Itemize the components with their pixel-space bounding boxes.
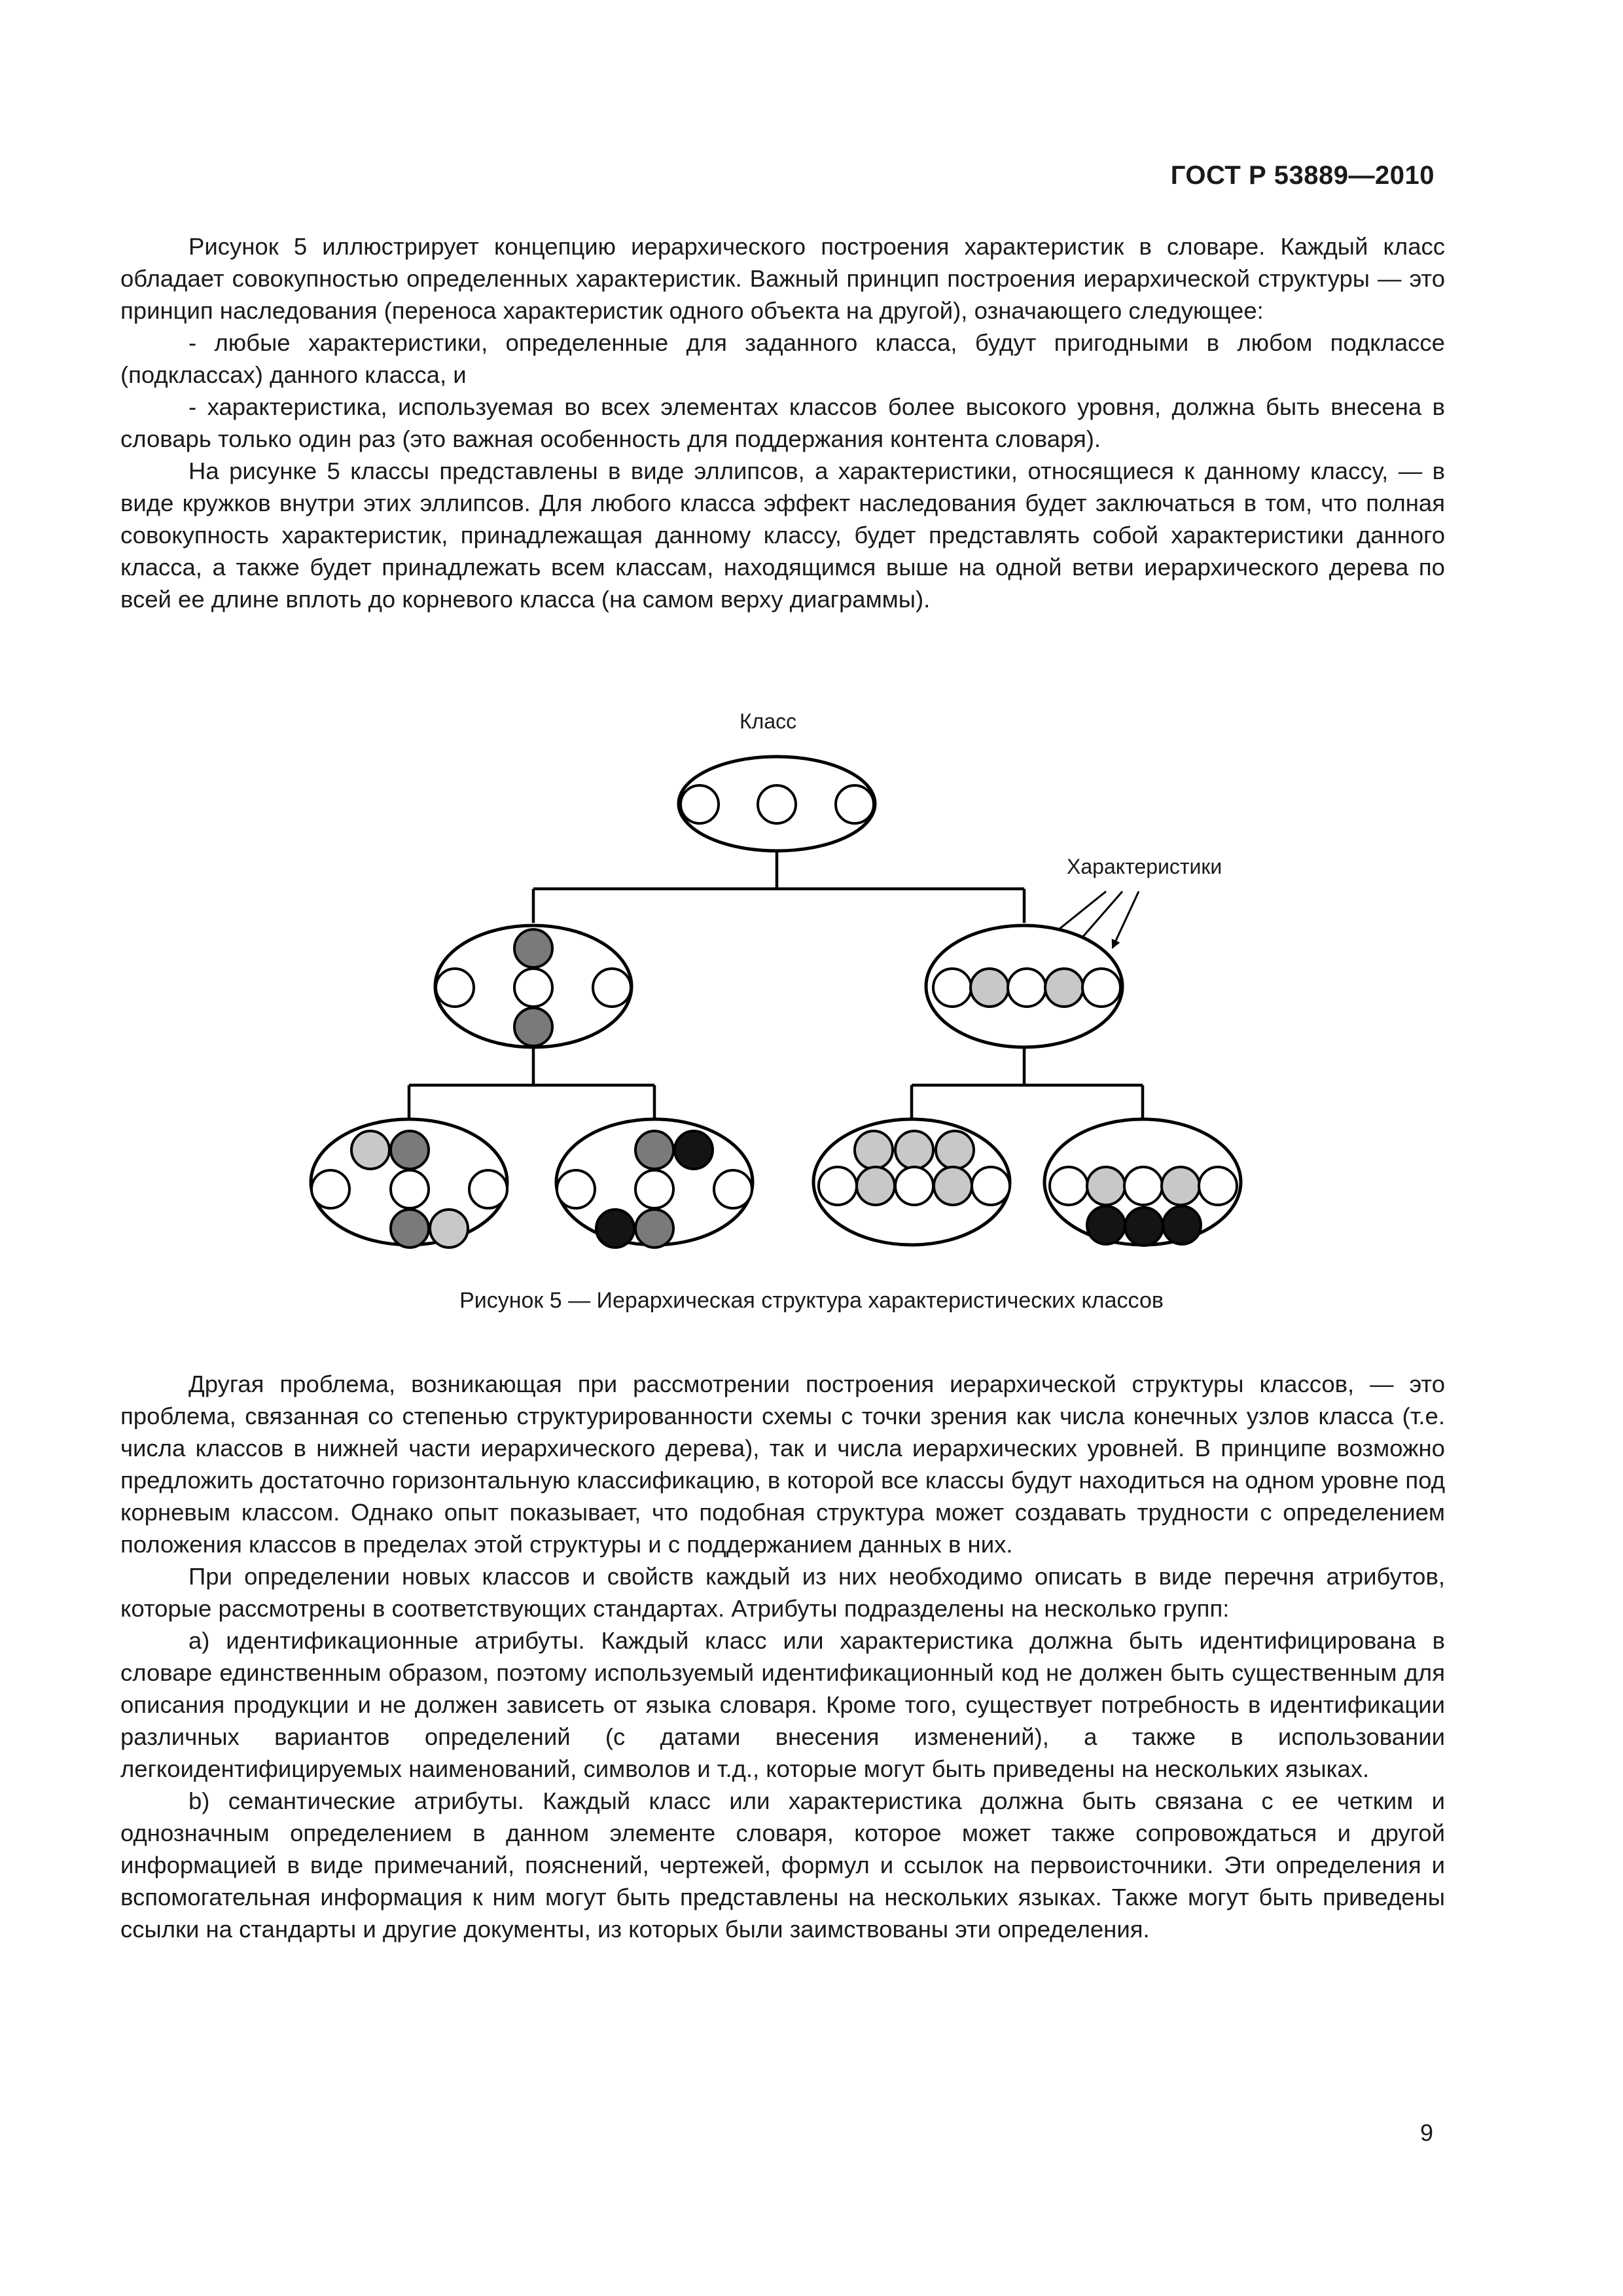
- char-white: [836, 785, 874, 823]
- paragraph: b) семантические атрибуты. Каждый класс или характеристика должна быть связана с ее четким и однозначным определением в данном элементе словаря, которое может также сопровождаться и другой информацией в виде примечаний, пояснений, чертежей, формул и ссылок на первоисточники. Эти определения и вспомогательная информация к ним могут быть представлены на нескольких языках. Также могут быть приведены ссылки на стандарты и другие документы, из которых были заимствованы эти определения.: [120, 1787, 1445, 1943]
- char-white: [635, 1170, 673, 1208]
- char-dark: [391, 1210, 429, 1247]
- char-white: [714, 1170, 752, 1208]
- char-light: [1087, 1167, 1125, 1205]
- char-black: [1163, 1206, 1201, 1244]
- label-characteristics: Характеристики: [1067, 855, 1222, 878]
- char-dark: [391, 1131, 429, 1169]
- char-dark: [514, 1008, 552, 1046]
- list-item: - любые характеристики, определенные для заданного класса, будут пригодными в любом подклассе (подклассах) данного класса, и: [120, 329, 1445, 388]
- label-class: Класс: [740, 709, 797, 733]
- char-white: [1124, 1167, 1162, 1205]
- char-white: [972, 1167, 1010, 1205]
- char-white: [681, 785, 719, 823]
- char-white: [895, 1167, 933, 1205]
- char-light: [351, 1131, 389, 1169]
- text-block-bottom: [120, 1368, 1445, 1945]
- document-header: ГОСТ Р 53889—2010: [1170, 161, 1435, 190]
- char-white: [436, 969, 474, 1007]
- char-white: [593, 969, 631, 1007]
- hierarchy-diagram: [301, 694, 1322, 1283]
- char-white: [469, 1170, 507, 1208]
- char-white: [514, 969, 552, 1007]
- char-light: [1045, 969, 1083, 1007]
- char-white: [1050, 1167, 1088, 1205]
- connector-root: [533, 851, 1024, 923]
- list-item: - характеристика, используемая во всех элементах классов более высокого уровня, должна быть внесена в словарь только один раз (это важная особенность для поддержания контента словаря).: [120, 393, 1445, 452]
- char-white: [758, 785, 796, 823]
- figure-caption: Рисунок 5 — Иерархическая структура характеристических классов: [459, 1288, 1164, 1313]
- char-white: [1082, 969, 1120, 1007]
- char-light: [895, 1131, 933, 1169]
- connector-right: [912, 1047, 1143, 1119]
- char-dark: [514, 929, 552, 967]
- char-white: [819, 1167, 857, 1205]
- char-light: [430, 1210, 468, 1247]
- char-light: [971, 969, 1008, 1007]
- char-light: [855, 1131, 893, 1169]
- char-white: [1008, 969, 1046, 1007]
- char-light: [936, 1131, 974, 1169]
- paragraph: При определении новых классов и свойств каждый из них необходимо описать в виде перечня атрибутов, которые рассмотрены в соответствующих стандартах. Атрибуты подразделены на несколько групп:: [120, 1563, 1445, 1622]
- page-number: 9: [1419, 2119, 1433, 2146]
- paragraph: На рисунке 5 классы представлены в виде эллипсов, а характеристики, относящиеся к данному классу, — в виде кружков внутри этих эллипсов. Для любого класса эффект наследования будет заключаться в том, что полная совокупность характеристик, принадлежащая данному классу, будет представлять собой характеристики данного класса, а также будет принадлежать всем классам, находящимся выше на одной ветви иерархического дерева по всей ее длине вплоть до корневого класса (на самом верху диаграммы).: [120, 457, 1445, 613]
- char-white: [933, 969, 971, 1007]
- char-dark: [635, 1131, 673, 1169]
- paragraph: Другая проблема, возникающая при рассмотрении построения иерархической структуры классов, — это проблема, связанная со степенью структурированности схемы с точки зрения как числа конечных узлов класса (т.е. числа классов в нижней части иерархического дерева), так и числа иерархических уровней. В принципе возможно предложить достаточно горизонтальную классификацию, в которой все классы будут находиться на одном уровне под корневым классом. Однако опыт показывает, что подобная структура может создавать трудности с определением положения классов в пределах этой структуры и с поддержанием данных в них.: [120, 1371, 1445, 1558]
- paragraph: Рисунок 5 иллюстрирует концепцию иерархического построения характеристик в словаре. Каждый класс обладает совокупностью определенных характеристик. Важный принцип построения иерархической структуры — это принцип наследования (переноса характеристик одного объекта на другой), означающего следующее:: [120, 233, 1445, 324]
- char-light: [857, 1167, 895, 1205]
- char-white: [1199, 1167, 1237, 1205]
- char-black: [1125, 1208, 1163, 1246]
- figure-hierarchy: [301, 694, 1322, 1322]
- char-white: [312, 1170, 349, 1208]
- char-dark: [635, 1210, 673, 1247]
- text-block-top: [120, 230, 1445, 615]
- char-white: [557, 1170, 595, 1208]
- paragraph: а) идентификационные атрибуты. Каждый класс или характеристика должна быть идентифицирована в словаре единственным образом, поэтому используемый идентификационный код не должен быть существенным для описания продукции и не должен зависеть от языка словаря. Кроме того, существует потребность в идентификации различных вариантов определений (с датами внесения изменений), а также в использовании легкоидентифицируемых наименований, символов и т.д., которые могут быть приведены на нескольких языках.: [120, 1627, 1445, 1782]
- char-black: [1087, 1206, 1125, 1244]
- char-black: [675, 1131, 713, 1169]
- arrow-3: [1113, 891, 1139, 948]
- char-white: [391, 1170, 429, 1208]
- char-light: [934, 1167, 972, 1205]
- char-light: [1162, 1167, 1200, 1205]
- connector-left: [409, 1047, 654, 1119]
- char-black: [596, 1210, 634, 1247]
